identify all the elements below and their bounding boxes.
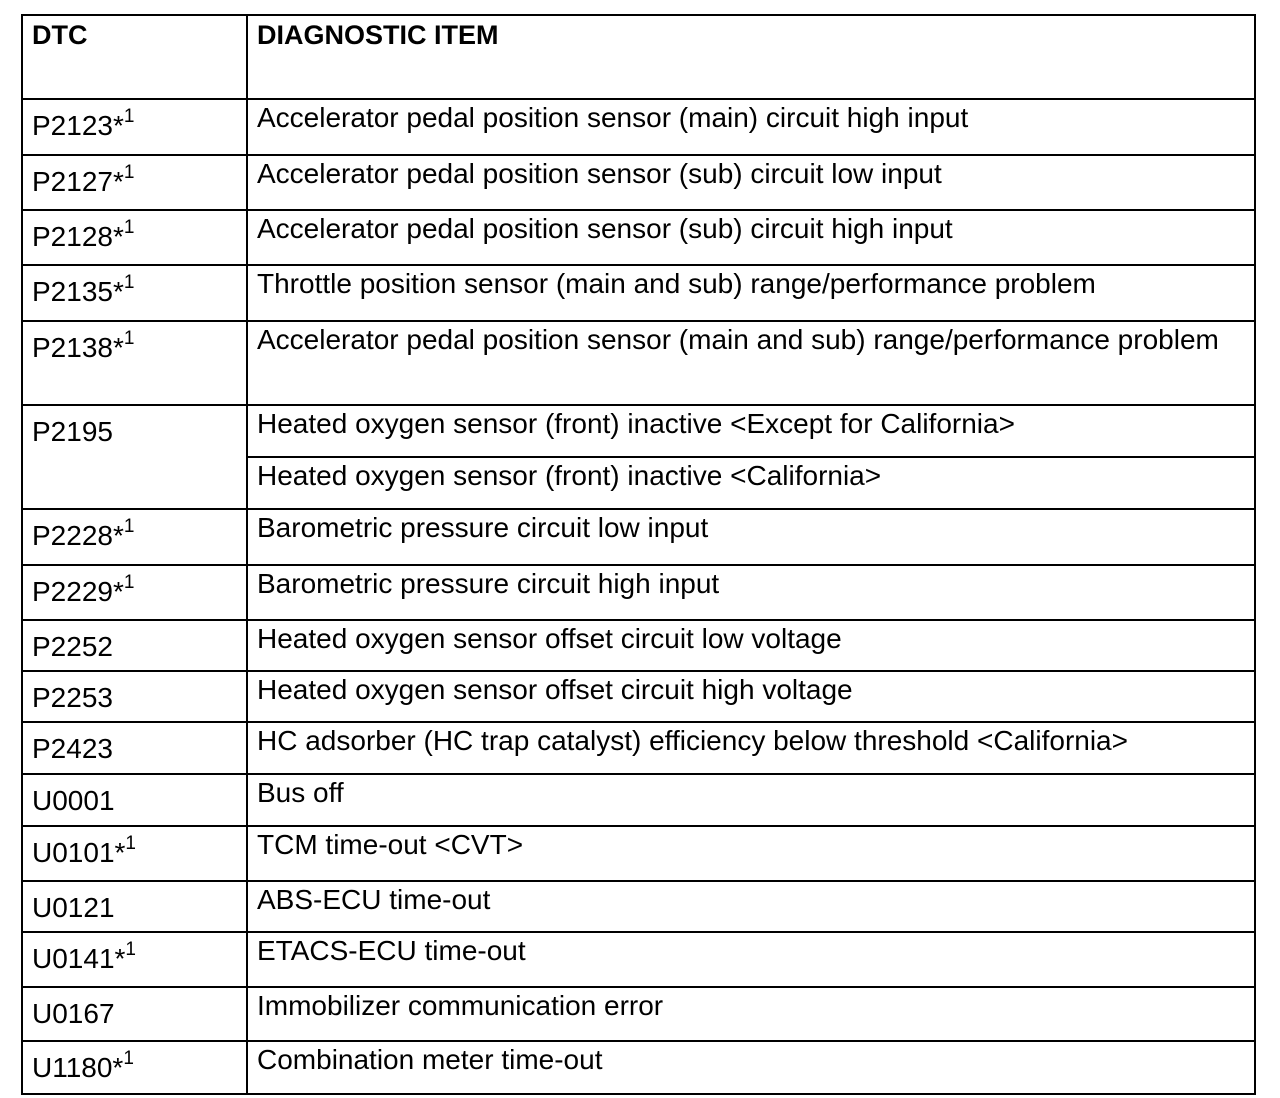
dtc-code-cell xyxy=(22,210,247,265)
dtc-code-cell xyxy=(22,722,247,774)
table-row xyxy=(22,321,1255,405)
footnote-marker: 1 xyxy=(123,217,135,238)
dtc-code: P2228* xyxy=(32,520,124,551)
dtc-code-cell xyxy=(22,671,247,722)
diagnostic-item-cell: Heated oxygen sensor (front) inactive <Except for California> xyxy=(247,405,1255,457)
dtc-code-cell xyxy=(22,265,247,321)
table-row xyxy=(22,565,1255,620)
table-row xyxy=(22,155,1255,210)
dtc-code-cell xyxy=(22,881,247,932)
table-row xyxy=(22,265,1255,321)
diagnostic-item-cell: Accelerator pedal position sensor (main and sub) range/performance problem xyxy=(247,321,1255,405)
table-row xyxy=(22,826,1255,881)
dtc-code: P2127* xyxy=(32,166,124,197)
diagnostic-item-cell: Accelerator pedal position sensor (main) circuit high input xyxy=(247,99,1255,155)
dtc-code: U1180* xyxy=(32,1052,124,1083)
table-row xyxy=(22,509,1255,565)
dtc-code: P2123* xyxy=(32,110,124,141)
diagnostic-item-cell: HC adsorber (HC trap catalyst) efficiency below threshold <California> xyxy=(247,722,1255,774)
diagnostic-item-cell: Combination meter time-out xyxy=(247,1041,1255,1094)
dtc-code-cell xyxy=(22,321,247,405)
header-diagnostic-item: DIAGNOSTIC ITEM xyxy=(247,15,1255,99)
dtc-code: P2135* xyxy=(32,276,124,307)
diagnostic-item-cell: Heated oxygen sensor offset circuit low voltage xyxy=(247,620,1255,671)
dtc-code: P2423 xyxy=(32,733,113,764)
footnote-marker: 1 xyxy=(123,1048,134,1069)
footnote-marker: 1 xyxy=(123,106,135,127)
diagnostic-item-cell: Accelerator pedal position sensor (sub) circuit low input xyxy=(247,155,1255,210)
dtc-code-cell xyxy=(22,155,247,210)
footnote-marker: 1 xyxy=(123,516,135,537)
footnote-marker: 1 xyxy=(125,939,136,960)
dtc-code: U0141* xyxy=(32,943,126,974)
dtc-code-cell xyxy=(22,620,247,671)
dtc-code: P2253 xyxy=(32,682,113,713)
table-row xyxy=(22,671,1255,722)
footnote-marker: 1 xyxy=(123,272,135,293)
dtc-code: U0001 xyxy=(32,785,115,816)
dtc-code-cell xyxy=(22,509,247,565)
diagnostic-item-cell: Barometric pressure circuit low input xyxy=(247,509,1255,565)
dtc-code: U0167 xyxy=(32,998,115,1029)
dtc-code: P2252 xyxy=(32,631,113,662)
footnote-marker: 1 xyxy=(123,572,135,593)
dtc-code-cell xyxy=(22,826,247,881)
dtc-code: P2229* xyxy=(32,576,124,607)
diagnostic-item-cell: Immobilizer communication error xyxy=(247,987,1255,1041)
dtc-code: U0101* xyxy=(32,837,126,868)
footnote-marker: 1 xyxy=(125,833,136,854)
diagnostic-item-cell: ABS-ECU time-out xyxy=(247,881,1255,932)
table-row xyxy=(22,99,1255,155)
diagnostic-item-cell: Heated oxygen sensor (front) inactive <California> xyxy=(247,457,1255,509)
diagnostic-item-cell: Barometric pressure circuit high input xyxy=(247,565,1255,620)
diagnostic-item-cell: ETACS-ECU time-out xyxy=(247,932,1255,987)
dtc-code-cell xyxy=(22,932,247,987)
header-row xyxy=(22,15,1255,99)
dtc-code-cell xyxy=(22,987,247,1041)
dtc-code: U0121 xyxy=(32,892,115,923)
header-dtc: DTC xyxy=(22,15,247,99)
table-row xyxy=(22,881,1255,932)
table-row xyxy=(22,932,1255,987)
dtc-code-cell xyxy=(22,565,247,620)
table-row xyxy=(22,774,1255,826)
dtc-code: P2195 xyxy=(32,416,113,447)
table-row xyxy=(22,722,1255,774)
footnote-marker: 1 xyxy=(123,328,135,349)
diagnostic-item-cell: Heated oxygen sensor offset circuit high voltage xyxy=(247,671,1255,722)
diagnostic-item-cell: Bus off xyxy=(247,774,1255,826)
table-body xyxy=(22,99,1255,1094)
dtc-code-cell xyxy=(22,1041,247,1094)
dtc-table xyxy=(21,14,1256,1095)
dtc-code-cell xyxy=(22,774,247,826)
dtc-code: P2138* xyxy=(32,332,124,363)
table-row xyxy=(22,987,1255,1041)
table-row xyxy=(22,1041,1255,1094)
table-row xyxy=(22,405,1255,457)
footnote-marker: 1 xyxy=(123,162,135,183)
diagnostic-item-cell: Accelerator pedal position sensor (sub) circuit high input xyxy=(247,210,1255,265)
table-row xyxy=(22,210,1255,265)
dtc-code-cell xyxy=(22,99,247,155)
dtc-code-cell xyxy=(22,405,247,509)
diagnostic-item-cell: Throttle position sensor (main and sub) range/performance problem xyxy=(247,265,1255,321)
diagnostic-item-cell: TCM time-out <CVT> xyxy=(247,826,1255,881)
table-row xyxy=(22,620,1255,671)
dtc-code: P2128* xyxy=(32,221,124,252)
